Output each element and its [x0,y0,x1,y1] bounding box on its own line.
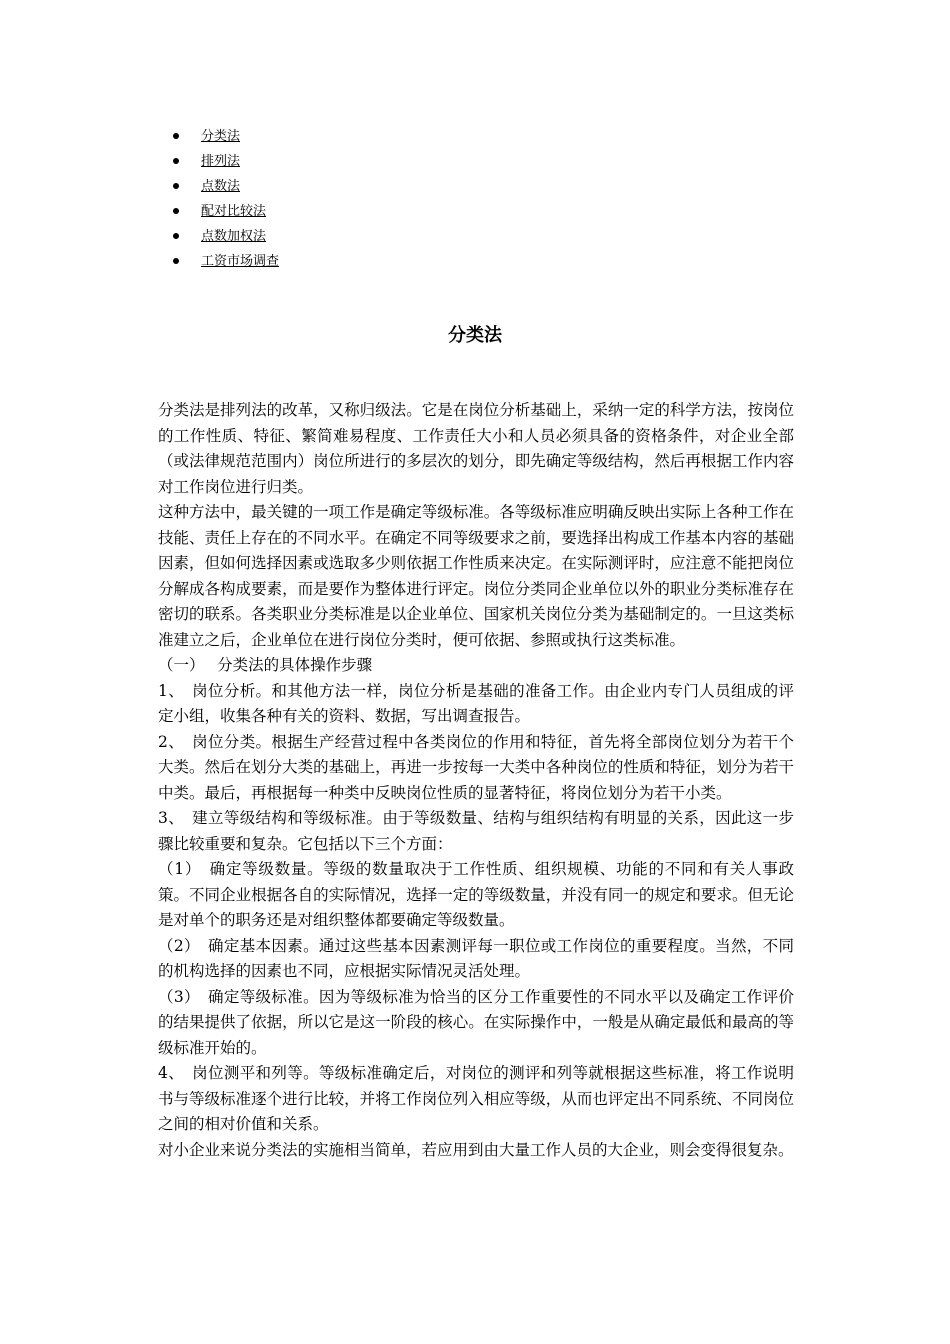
toc-link-salary-survey[interactable]: 工资市场调查 [201,254,280,269]
toc-item-classification [170,126,279,151]
paragraph-steps-heading: （一） 分类法的具体操作步骤 [158,656,373,674]
paragraph-step-3: 3、 建立等级结构和等级标准。由于等级数量、结构与组织结构有明显的关系，因此这一步骤比较重要和复杂。它包括以下三个方面： [158,809,794,853]
toc-link-point[interactable]: 点数法 [201,179,241,194]
paragraph-step-4: 4、 岗位测平和列等。等级标准确定后，对岗位的测评和列等就根据这些标准，将工作说明书与等级标准逐个进行比较，并将工作岗位列入相应等级，从而也评定出不同系统、不同岗位之间的相对价值和关系。 [158,1064,794,1133]
toc-item-paired-comparison [170,201,279,226]
bullet-icon [173,258,179,264]
paragraph-key-work: 这种方法中，最关键的一项工作是确定等级标准。各等级标准应明确反映出实际上各种工作在技能、责任上存在的不同水平。在确定不同等级要求之前，要选择出构成工作基本内容的基础因素，但如何选择因素或选取多少则依据工作性质来决定。在实际测评时，应注意不能把岗位分解成各构成要素，而是要作为整体进行评定。岗位分类同企业单位以外的职业分类标准存在密切的联系。各类职业分类标准是以企业单位、国家机关岗位分类为基础制定的。一旦这类标准建立之后，企业单位在进行岗位分类时，便可依据、参照或执行这类标准。 [158,503,794,649]
section-title: 分类法 [448,325,502,346]
paragraph-step-3-1: （1） 确定等级数量。等级的数量取决于工作性质、组织规模、功能的不同和有关人事政策。不同企业根据各自的实际情况，选择一定的等级数量，并没有同一的规定和要求。但无论是对单个的职务还是对组织整体都要确定等级数量。 [158,860,794,929]
paragraph-step-3-2: （2） 确定基本因素。通过这些基本因素测评每一职位或工作岗位的重要程度。当然，不同的机构选择的因素也不同，应根据实际情况灵活处理。 [158,936,794,980]
paragraph-step-1: 1、 岗位分析。和其他方法一样，岗位分析是基础的准备工作。由企业内专门人员组成的评定小组，收集各种有关的资料、数据，写出调查报告。 [158,681,794,725]
toc-item-salary-survey [170,251,279,276]
toc-link-weighted-point[interactable]: 点数加权法 [201,229,267,244]
document-body [158,398,794,1163]
paragraph-step-2: 2、 岗位分类。根据生产经营过程中各类岗位的作用和特征，首先将全部岗位划分为若干个大类。然后在划分大类的基础上，再进一步按每一大类中各种岗位的性质和特征，划分为若干中类。最后，再根据每一种类中反映岗位性质的显著特征，将岗位划分为若干小类。 [158,732,794,802]
table-of-contents [170,126,279,276]
toc-link-paired-comparison[interactable]: 配对比较法 [201,204,267,219]
paragraph-step-3-3: （3） 确定等级标准。因为等级标准为恰当的区分工作重要性的不同水平以及确定工作评价的结果提供了依据，所以它是这一阶段的核心。在实际操作中，一般是从确定最低和最高的等级标准开始的。 [158,987,794,1057]
toc-item-point [170,176,279,201]
toc-link-ranking[interactable]: 排列法 [201,154,241,169]
paragraph-conclusion: 对小企业来说分类法的实施相当简单，若应用到由大量工作人员的大企业，则会变得很复杂。 [158,1140,794,1159]
bullet-icon [173,183,179,189]
bullet-icon [173,158,179,164]
toc-item-weighted-point [170,226,279,251]
bullet-icon [173,133,179,139]
toc-link-classification[interactable]: 分类法 [201,129,241,144]
toc-item-ranking [170,151,279,176]
bullet-icon [173,208,179,214]
bullet-icon [173,233,179,239]
paragraph-definition: 分类法是排列法的改革，又称归级法。它是在岗位分析基础上，采纳一定的科学方法，按岗位的工作性质、特征、繁简难易程度、工作责任大小和人员必须具备的资格条件，对企业全部（或法律规范范围内）岗位所进行的多层次的划分，即先确定等级结构，然后再根据工作内容对工作岗位进行归类。 [158,401,794,496]
